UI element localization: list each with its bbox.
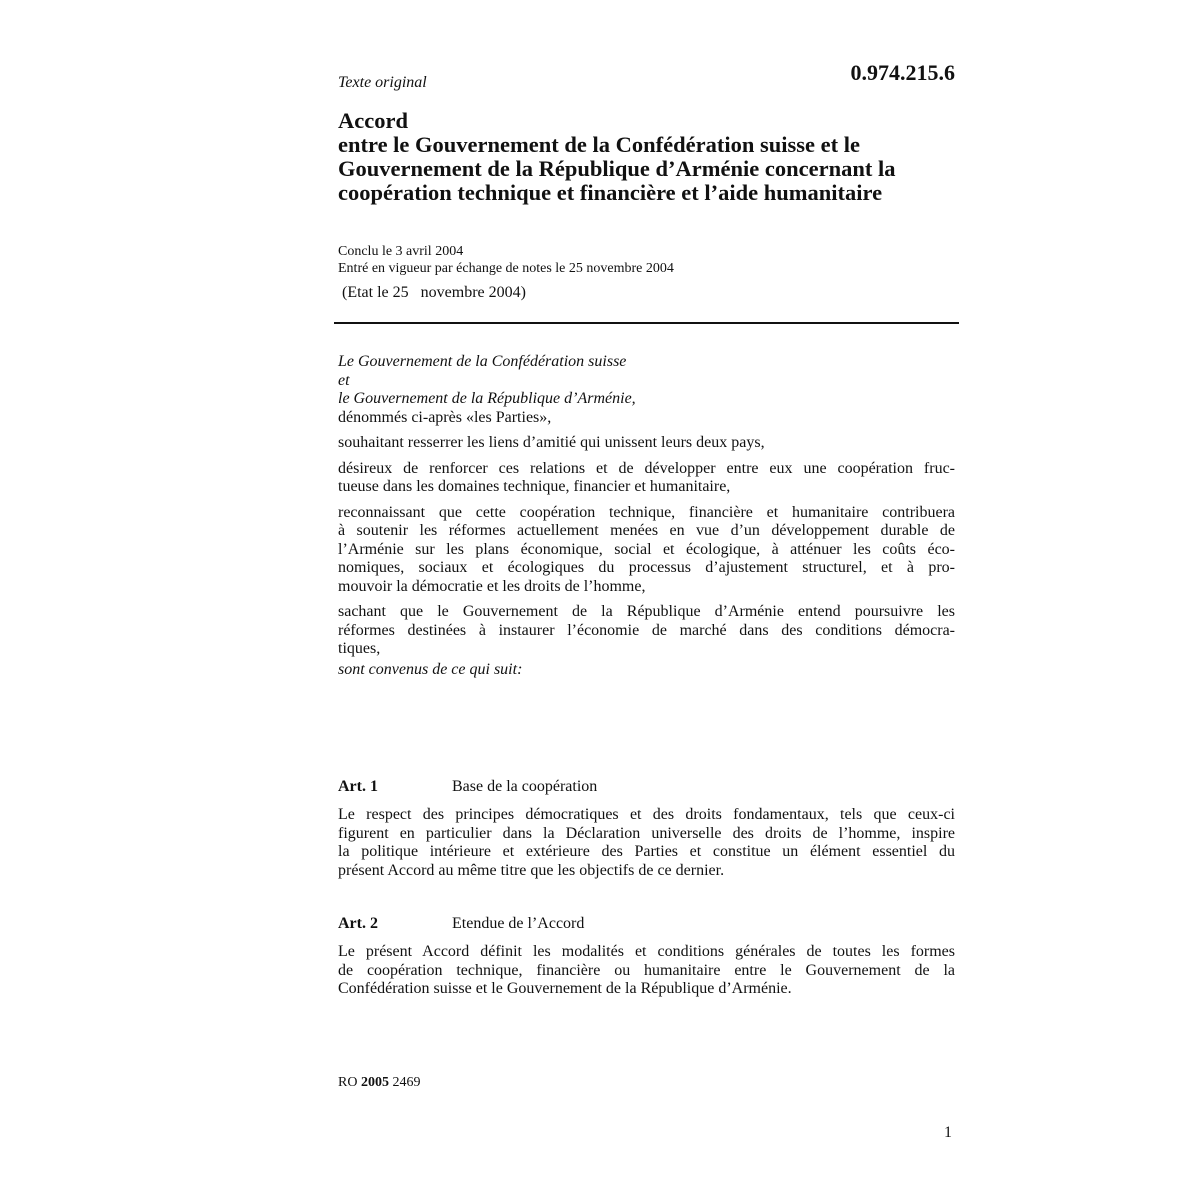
paragraph-line: Confédération suisse et le Gouvernement de la République d’Arménie. <box>338 980 792 997</box>
texte-original-label: Texte original <box>338 74 427 91</box>
article-2-body <box>338 943 955 1006</box>
page-number: 1 <box>944 1124 952 1141</box>
paragraph-line: nomiques, sociaux et écologiques du processus d’ajustement structurel, et à pro- <box>338 559 955 576</box>
paragraph-line: mouvoir la démocratie et les droits de l’homme, <box>338 577 646 595</box>
title-line: Accord <box>338 108 408 133</box>
article-1-body <box>338 806 955 887</box>
preamble-paragraph <box>338 504 955 597</box>
preamble-paragraph <box>338 460 955 497</box>
article-paragraph <box>338 943 955 999</box>
header-divider <box>334 322 959 324</box>
dates-block <box>338 243 674 277</box>
article-title: Etendue de l’Accord <box>452 915 585 932</box>
paragraph-line: Le présent Accord définit les modalités et conditions générales de toutes les formes <box>338 943 955 960</box>
preamble-paragraph <box>338 434 955 453</box>
paragraph-line: réformes destinées à instaurer l’économie de marché dans des conditions démocra- <box>338 621 955 639</box>
paragraph-line: à soutenir les réformes actuellement menées en vue d’un développement durable de <box>338 522 955 539</box>
preamble-party1: Le Gouvernement de la Confédération suisse <box>338 353 627 370</box>
article-title: Base de la coopération <box>452 778 598 795</box>
paragraph-line: présent Accord au même titre que les objectifs de ce dernier. <box>338 861 725 879</box>
document-title <box>338 109 958 205</box>
etat-date: (Etat le 25 novembre 2004) <box>338 284 526 301</box>
sr-number: 0.974.215.6 <box>850 60 955 85</box>
article-number: Art. 1 <box>338 778 378 795</box>
article-2-heading <box>338 915 738 935</box>
article-1-heading <box>338 778 738 798</box>
title-line: coopération technique et financière et l’aide humanitaire <box>338 180 883 205</box>
article-number: Art. 2 <box>338 915 378 932</box>
preamble-et: et <box>338 371 350 389</box>
paragraph-line: la politique intérieure et extérieure des Parties et constitue un élément essentiel du <box>338 843 955 860</box>
paragraph-line: figurent en particulier dans la Déclaration universelle des droits de l’homme, inspire <box>338 824 955 842</box>
paragraph-line: reconnaissant que cette coopération technique, financière et humanitaire contribuera <box>338 503 955 521</box>
ro-reference <box>338 1075 420 1091</box>
article-paragraph <box>338 806 955 880</box>
paragraph-line: l’Arménie sur les plans économique, social et écologique, à atténuer les coûts éco- <box>338 540 955 558</box>
paragraph-line: souhaitant resserrer les liens d’amitié qui unissent leurs deux pays, <box>338 434 765 451</box>
preamble <box>338 353 955 679</box>
preamble-party2: le Gouvernement de la République d’Arménie, <box>338 390 636 407</box>
ro-year: 2005 <box>360 1075 389 1090</box>
conclu-date: Conclu le 3 avril 2004 <box>338 244 464 259</box>
paragraph-line: tiques, <box>338 640 381 657</box>
paragraph-line: désireux de renforcer ces relations et de développer entre eux une coopération fruc- <box>338 459 955 477</box>
title-line: Gouvernement de la République d’Arménie concernant la <box>338 156 896 181</box>
ro-page: 2469 <box>392 1075 421 1090</box>
preamble-paragraph <box>338 603 955 659</box>
preamble-denommes: dénommés ci-après «les Parties», <box>338 408 552 426</box>
paragraph-line: Le respect des principes démocratiques et des droits fondamentaux, tels que ceux-ci <box>338 806 955 823</box>
paragraph-line: sachant que le Gouvernement de la République d’Arménie entend poursuivre les <box>338 603 955 620</box>
title-line: entre le Gouvernement de la Confédération suisse et le <box>338 132 860 157</box>
ro-prefix: RO <box>338 1075 358 1090</box>
paragraph-line: tueuse dans les domaines technique, financier et humanitaire, <box>338 478 731 495</box>
preamble-closing: sont convenus de ce qui suit: <box>338 660 523 678</box>
entree-en-vigueur-date: Entré en vigueur par échange de notes le 25 novembre 2004 <box>338 261 674 276</box>
paragraph-line: de coopération technique, financière ou humanitaire entre le Gouvernement de la <box>338 961 955 979</box>
